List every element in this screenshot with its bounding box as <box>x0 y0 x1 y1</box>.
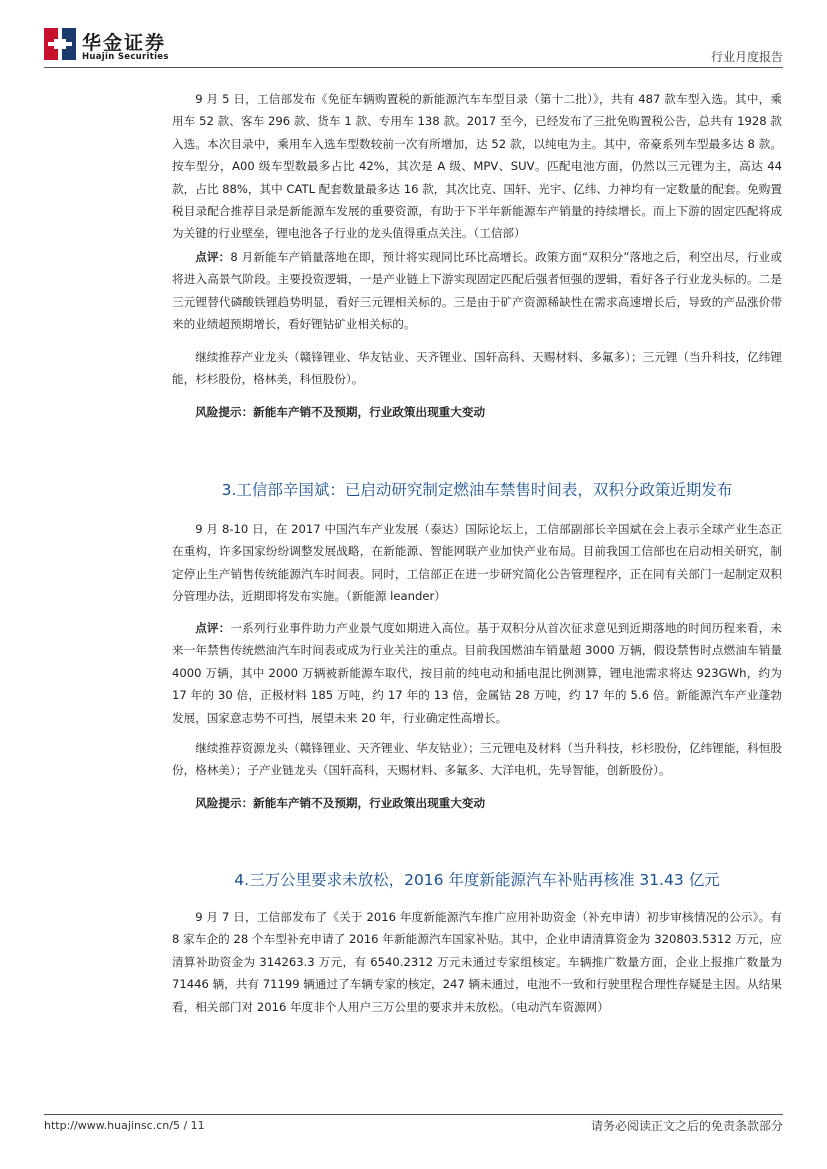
section2-risk <box>172 401 782 423</box>
risk-warning: 风险提示：新能车产销不及预期，行业政策出现重大变动 <box>195 796 486 810</box>
section2-comment <box>172 246 782 336</box>
section3-title: 3.工信部辛国斌：已启动研究制定燃油车禁售时间表，双积分政策近期发布 <box>221 481 733 499</box>
footer-disclaimer: 请务必阅读正文之后的免责条款部分 <box>590 1119 783 1133</box>
recommend-text: 继续推荐产业龙头（赣锋锂业、华友钴业、天齐锂业、国轩高科、天赐材料、多氟多）；三元锂（当升科技，亿纬锂能，杉杉股份，格林美，科恒股份）。 <box>172 350 782 387</box>
risk-warning: 风险提示：新能车产销不及预期，行业政策出现重大变动 <box>195 405 486 419</box>
section2-body <box>172 88 782 245</box>
section3-recommend <box>172 737 782 782</box>
recommend-text: 继续推荐资源龙头（赣锋锂业、天齐锂业、华友钴业）；三元锂电及材料（当升科技，杉杉股份，亿纬锂能，科恒股份，格林美）；子产业链龙头（国轩高科，天赐材料、多氟多、大洋电机，先导智能，创新股份）。 <box>172 741 782 778</box>
logo-english-name: Huajin Securities <box>82 52 169 62</box>
company-logo <box>44 28 194 64</box>
section3-paragraph: 9 月 8-10 日，在 2017 中国汽车产业发展（泰达）国际论坛上，工信部副部长辛国斌在会上表示全球产业生态正在重构，许多国家纷纷调整发展战略，在新能源、智能网联产业加快产业布局。目前我国工信部也在启动相关研究，制定停止生产销售传统能源汽车时间表。同时，工信部正在进一步研究简化公告管理程序，正在同有关部门一起制定双积分管理办法，近期即将发布实施。（新能源 leander） <box>172 522 782 604</box>
footer-url-page[interactable]: http://www.huajinsc.cn/5 / 11 <box>44 1119 205 1132</box>
section4-title: 4.三万公里要求未放松，2016 年度新能源汽车补贴再核准 31.43 亿元 <box>234 871 720 889</box>
comment-text: 8 月新能车产销量落地在即，预计将实现同比环比高增长。政策方面“双积分”落地之后，利空出尽，行业或将进入高景气阶段。主要投资逻辑，一是产业链上下游实现固定匹配后强者恒强的逻辑，看好各子行业龙头标的。二是三元锂替代磷酸铁锂趋势明显，看好三元锂相关标的。三是由于矿产资源稀缺性在需求高速增长后，导致的产品涨价带来的业绩超预期增长，看好锂钴矿业相关标的。 <box>172 250 782 332</box>
section4-body <box>172 906 782 1018</box>
section3-comment <box>172 617 782 729</box>
section2-paragraph: 9 月 5 日，工信部发布《免征车辆购置税的新能源汽车车型目录（第十二批）》，共有 487 款车型入选。其中，乘用车 52 款、客车 296 款、货车 1 款、专用车 138 款。2017 至今，已经发布了三批免购置税公告，总共有 1928 款入选。本次目录中，乘用车入选车型数较前一次有所增加，达 52 款，以纯电为主。其中，帝豪系列车型最多达 8 款。按车型分，A00 级车型数最多占比 42%，其次是 A 级、MPV、SUV。匹配电池方面，仍然以三元锂为主，高达 44 款，占比 88%，其中 CATL 配套数量最多达 16 款，其次比克、国轩、光宇、亿纬、力神均有一定数量的配套。免购置税目录配合推荐目录是新能源车发展的重要资源，有助于下半年新能源车产销量的持续增长。而上下游的固定匹配将成为关键的行业壁垒，锂电池各子行业的龙头值得重点关注。（工信部） <box>172 92 782 241</box>
section2-recommend <box>172 346 782 391</box>
footer-divider <box>44 1114 783 1115</box>
section3-body <box>172 518 782 608</box>
section3-risk <box>172 792 782 814</box>
comment-label: 点评： <box>195 621 231 635</box>
comment-label: 点评： <box>195 250 231 264</box>
report-type: 行业月度报告 <box>710 50 783 64</box>
comment-text: 一系列行业事件助力产业景气度如期进入高位。基于双积分从首次征求意见到近期落地的时间历程来看，未来一年禁售传统燃油汽车时间表或成为行业关注的重点。目前我国燃油车销量超 3000 万辆，假设禁售时点燃油车销量 4000 万辆，其中 2000 万辆被新能源车取代，按目前的纯电动和插电混比例测算，锂电池需求将达 923GWh，约为 17 年的 30 倍，正极材料 185 万吨，约 17 年的 13 倍，金属钴 28 万吨，约 17 年的 5.6 倍。新能源汽车产业蓬勃发展，国家意志势不可挡，展望未来 20 年，行业确定性高增长。 <box>172 621 782 725</box>
page-header <box>0 0 827 70</box>
logo-chinese-name: 华金证券 <box>82 32 167 54</box>
section4-paragraph: 9 月 7 日，工信部发布了《关于 2016 年度新能源汽车推广应用补助资金（补充申请）初步审核情况的公示》。有 8 家车企的 28 个车型补充申请了 2016 年新能源汽车国家补贴。其中，企业申请清算资金为 320803.5312 万元，应清算补助资金为 314263.3 万元，有 6540.2312 万元未通过专家组核定。车辆推广数量方面，企业上报推广数量为 71446 辆，共有 71199 辆通过了车辆专家的核定，247 辆未通过，电池不一致和行驶里程合理性存疑是主因。从结果看，相关部门对 2016 年度非个人用户三万公里的要求并未放松。（电动汽车资源网） <box>172 910 782 1014</box>
huajin-logo-icon <box>44 28 76 60</box>
header-divider <box>44 67 783 68</box>
